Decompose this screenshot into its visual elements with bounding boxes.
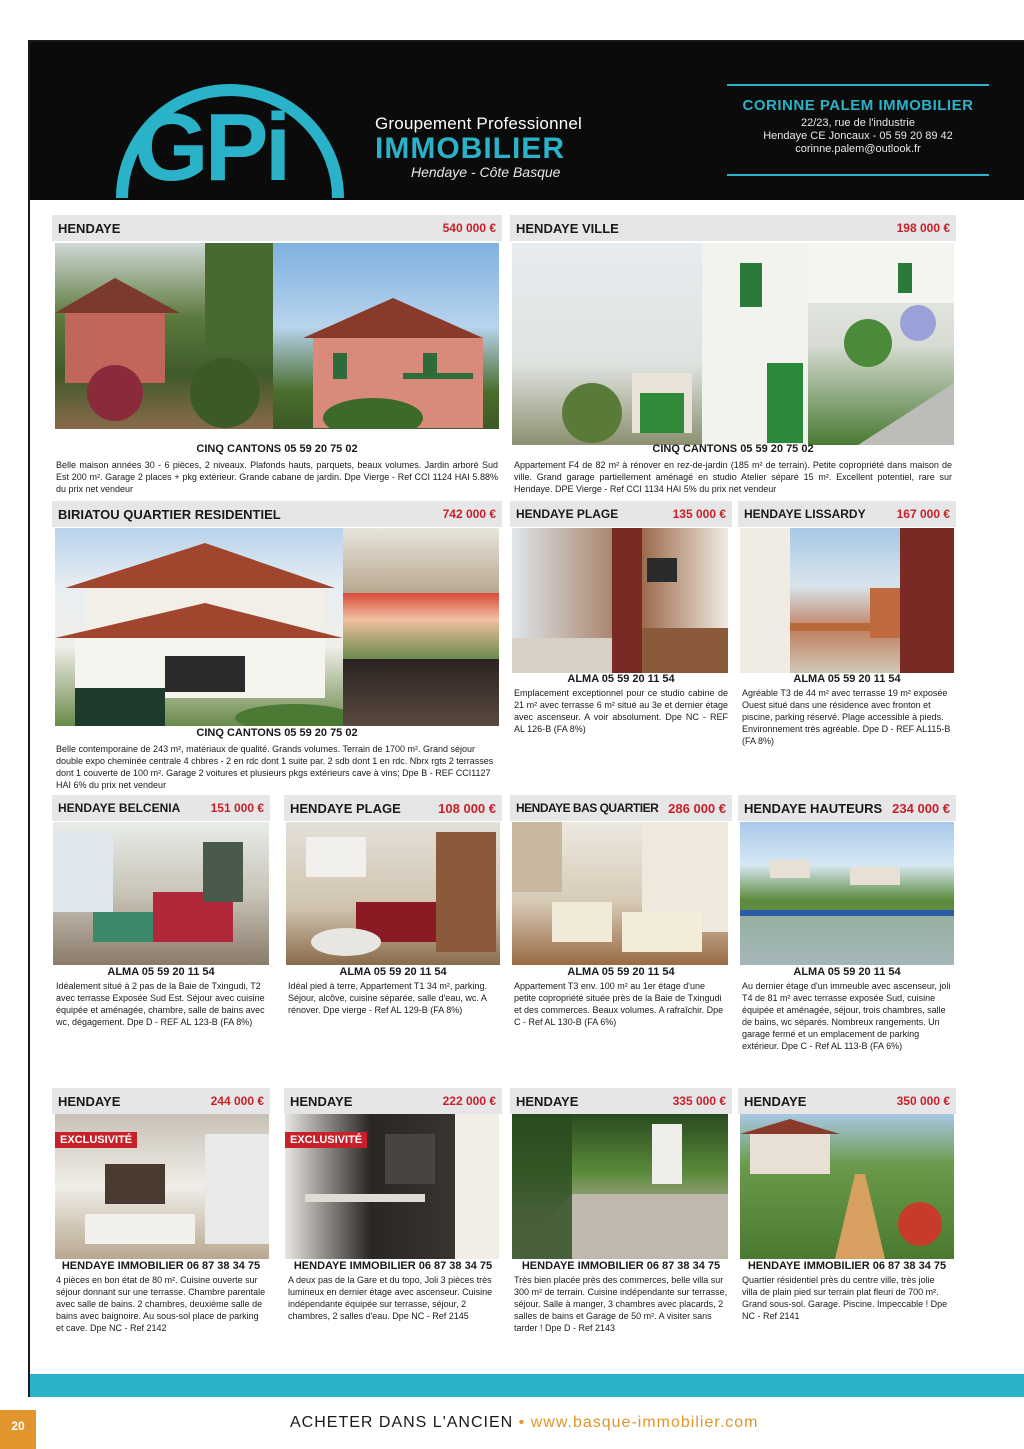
listing-phone: CINQ CANTONS 05 59 20 75 02 <box>196 443 358 455</box>
listing-description: A deux pas de la Gare et du topo, Joli 3 pièces très lumineux en dernier étage avec ascenseur. Cuisine indépendante équipée sur terrasse, séjour, 2 chambres, 2 salles d'eau. Dpe NC - Ref 2145 <box>288 1275 493 1321</box>
listing-card[interactable] <box>510 215 956 500</box>
listing-title-bar <box>52 795 270 821</box>
listing-photo <box>512 822 728 965</box>
agency-block <box>727 84 989 176</box>
listing-description: Belle maison années 30 - 6 pièces, 2 niveaux. Plafonds hauts, parquets, beaux volumes. Jardin arboré Sud Est 200 m². Garage 2 places + pkg extérieur. Grande cabane de jardin. Dpe Vierge - Ref CCI 1124 HAI 5.88% du prix net vendeur <box>56 460 498 494</box>
listing-card[interactable] <box>52 1088 270 1348</box>
listing-title-bar <box>510 215 956 241</box>
listing-phone: HENDAYE IMMOBILIER 06 87 38 34 75 <box>293 1260 493 1272</box>
listing-title: HENDAYE PLAGE <box>516 507 619 521</box>
listing-card[interactable] <box>510 1088 732 1348</box>
exclusivity-badge: EXCLUSIVITÉ <box>55 1132 137 1148</box>
listing-photo <box>55 1114 269 1259</box>
listing-title: HENDAYE BELCENIA <box>58 801 181 815</box>
agency-name: CORINNE PALEM IMMOBILIER <box>742 97 974 114</box>
agency-city-phone: Hendaye CE Joncaux - 05 59 20 89 42 <box>763 130 953 142</box>
listing-title-bar <box>284 1088 502 1114</box>
footer <box>290 1414 758 1432</box>
listing-description: Très bien placée près des commerces, belle villa sur 300 m² de terrain. Cuisine indépendante sur terrasse, séjour. Salle à manger, 3 chambres avec placards, 2 salles de bains et Garage de 50 m². A visiter sans tarder ! Dpe D - Ref 2143 <box>514 1275 728 1333</box>
listing-title: HENDAYE BAS QUARTIER <box>516 801 659 815</box>
listing-phone: HENDAYE IMMOBILIER 06 87 38 34 75 <box>61 1260 261 1272</box>
listing-title: HENDAYE <box>744 1094 807 1109</box>
listing-title: HENDAYE <box>290 1094 353 1109</box>
brand-line3: Hendaye - Côte Basque <box>411 164 561 180</box>
footer-separator: • <box>518 1414 526 1431</box>
listing-title: HENDAYE <box>58 1094 121 1109</box>
listing-description: Agréable T3 de 44 m² avec terrasse 19 m² exposée Ouest situé dans une résidence avec fronton et piscine, parking réservé. Plage accessible à pieds. Environnement très agréable. Dpe D - REF AL115-B (FA 8%) <box>742 688 951 746</box>
footer-accent-bar <box>30 1374 1024 1397</box>
listing-description: 4 pièces en bon état de 80 m². Cuisine ouverte sur séjour donnant sur une terrasse. Chambre parentale avec salle de bains. 2 chambres, deuxième salle de bains avec baignoire. Au sous-sol place de parking et cave. Dpe NC - Ref 2142 <box>56 1275 266 1333</box>
listing-card[interactable] <box>284 1088 502 1348</box>
listing-price: 167 000 € <box>896 507 950 521</box>
listing-price: 135 000 € <box>672 507 726 521</box>
listing-photo <box>512 528 728 673</box>
listing-description: Idéal pied à terre, Appartement T1 34 m², parking. Séjour, alcôve, cuisine séparée, salle d'eau, wc. A rénover. Dpe vierge - Ref AL 129-B (FA 8%) <box>288 981 487 1015</box>
exclusivity-badge: EXCLUSIVITÉ <box>285 1132 367 1148</box>
listing-photo <box>343 528 499 593</box>
listing-photo <box>55 243 273 429</box>
listing-phone: ALMA 05 59 20 11 54 <box>567 673 675 685</box>
listing-photo <box>740 1114 954 1259</box>
listing-phone: HENDAYE IMMOBILIER 06 87 38 34 75 <box>521 1260 721 1272</box>
listing-title: HENDAYE VILLE <box>516 221 619 236</box>
listing-price: 540 000 € <box>442 221 496 235</box>
listing-description: Idéalement situé à 2 pas de la Baie de Txingudi, T2 avec terrasse Exposée Sud Est. Séjour avec cuisine équipée et aménagée, chambre, salle de bains avec wc, dégagement. Dpe D - REF AL 123-B (FA 8%) <box>56 981 265 1027</box>
listing-title-bar <box>738 501 956 527</box>
brand-block <box>375 114 582 180</box>
listing-price: 244 000 € <box>210 1094 264 1108</box>
listing-description: Au dernier étage d'un immeuble avec ascenseur, joli T4 de 81 m² avec terrasse exposée Sud, cuisine équipée et aménagée, séjour, trois chambres, salle de bains, wc séparés. Nombreux rangements. Un garage fermé et un emplacement de parking extérieur. Dpe C - Ref AL 113-B (FA 6%) <box>742 981 951 1051</box>
listing-photo <box>273 243 499 429</box>
listing-title: BIRIATOU QUARTIER RESIDENTIEL <box>58 507 281 522</box>
listing-card[interactable] <box>510 501 732 791</box>
listing-title-bar <box>738 1088 956 1114</box>
listing-photo <box>343 659 499 726</box>
listing-photo <box>286 822 500 965</box>
listing-title: HENDAYE PLAGE <box>290 801 401 816</box>
listing-price: 350 000 € <box>896 1094 950 1108</box>
listing-price: 286 000 € <box>668 801 726 816</box>
listing-phone: ALMA 05 59 20 11 54 <box>339 966 447 978</box>
listing-title-bar <box>510 501 732 527</box>
listing-phone: ALMA 05 59 20 11 54 <box>793 966 901 978</box>
listing-title-bar <box>52 1088 270 1114</box>
page-number: 20 <box>0 1410 36 1449</box>
listing-photo <box>53 822 269 965</box>
listing-description: Quartier résidentiel près du centre ville, très jolie villa de plain pied sur terrain plat fleuri de 700 m². Grand sous-sol. Garage. Piscine. Impeccable ! Dpe NC - Ref 2141 <box>742 1275 948 1321</box>
listing-price: 742 000 € <box>442 507 496 521</box>
listing-photo <box>808 243 954 445</box>
listing-title-bar <box>510 1088 732 1114</box>
listing-photo <box>285 1114 499 1259</box>
listing-card[interactable] <box>738 1088 956 1348</box>
listing-photo <box>55 528 343 726</box>
listing-price: 108 000 € <box>438 801 496 816</box>
listing-price: 222 000 € <box>442 1094 496 1108</box>
listing-description: Appartement F4 de 82 m² à rénover en rez-de-jardin (185 m² de terrain). Petite copropriété dans maison de ville. Grand garage partiellement aménagé en studio Atelier séparé 15 m². Excellent potentiel, rare sur Hendaye. DPE Vierge - Ref CCI 1134 HAI 5% du prix net vendeur <box>514 460 952 494</box>
listing-photo <box>740 822 954 965</box>
listing-photo <box>343 593 499 659</box>
listing-price: 335 000 € <box>672 1094 726 1108</box>
listing-title-bar <box>52 501 502 527</box>
listing-card[interactable] <box>52 501 502 791</box>
footer-website-link[interactable]: www.basque-immobilier.com <box>530 1414 759 1431</box>
brand-line2: IMMOBILIER <box>375 132 565 165</box>
listing-title-bar <box>510 795 732 821</box>
agency-email[interactable]: corinne.palem@outlook.fr <box>795 143 921 155</box>
listing-card[interactable] <box>738 795 956 1065</box>
listing-card[interactable] <box>738 501 956 791</box>
listing-phone: CINQ CANTONS 05 59 20 75 02 <box>652 443 814 455</box>
listing-phone: CINQ CANTONS 05 59 20 75 02 <box>196 727 358 739</box>
listing-title: HENDAYE <box>58 221 121 236</box>
listing-title-bar <box>284 795 502 821</box>
listing-photo <box>512 1114 728 1259</box>
listing-photo <box>512 243 808 445</box>
listing-price: 234 000 € <box>892 801 950 816</box>
listing-phone: ALMA 05 59 20 11 54 <box>567 966 675 978</box>
listing-title-bar <box>738 795 956 821</box>
listing-phone: ALMA 05 59 20 11 54 <box>107 966 215 978</box>
listing-phone: ALMA 05 59 20 11 54 <box>793 673 901 685</box>
gpi-logo <box>100 50 360 200</box>
listing-phone: HENDAYE IMMOBILIER 06 87 38 34 75 <box>747 1260 947 1272</box>
listing-card[interactable] <box>52 215 502 500</box>
listing-card[interactable] <box>52 795 270 1045</box>
listing-description: Appartement T3 env. 100 m² au 1er étage d'une petite copropriété située près de la Baie de Txingudi et des commerces. Beaux volumes. A rafraîchir. Dpe C - Ref AL 130-B (FA 6%) <box>514 981 724 1027</box>
listing-title: HENDAYE <box>516 1094 579 1109</box>
svg-text:GPi: GPi <box>134 94 288 200</box>
listing-card[interactable] <box>510 795 732 1045</box>
footer-slogan: ACHETER DANS L'ANCIEN <box>290 1414 514 1431</box>
listing-card[interactable] <box>284 795 502 1045</box>
listing-price: 151 000 € <box>210 801 264 815</box>
page-header <box>30 42 1024 200</box>
agency-address: 22/23, rue de l'industrie <box>800 117 915 129</box>
listing-photo <box>740 528 954 673</box>
listing-title: HENDAYE HAUTEURS <box>744 801 883 816</box>
listing-title-bar <box>52 215 502 241</box>
listing-description: Emplacement exceptionnel pour ce studio cabine de 21 m² avec terrasse 6 m² situé au 3e et dernier étage avec ascenseur. A voir absolument. Dpe NC - REF AL 126-B (FA 8%) <box>514 688 728 734</box>
listing-title: HENDAYE LISSARDY <box>744 507 866 521</box>
listing-description: Belle contemporaine de 243 m², matériaux de qualité. Grands volumes. Terrain de 1700 m². Grand séjour double expo cheminée centrale 4 chbres - 2 en rdc dont 1 suite par. 2 sdb dont 1 en rdc. Nbrx rgts 2 terrasses dont 1 couverte de 100 m². Garage 2 voitures et plusieurs pkgs extérieurs cave à vins; Dpe B - REF CCI1127 HAI 6% du prix net vendeur <box>56 744 494 790</box>
listing-price: 198 000 € <box>896 221 950 235</box>
brand-line1: Groupement Professionnel <box>375 114 583 133</box>
